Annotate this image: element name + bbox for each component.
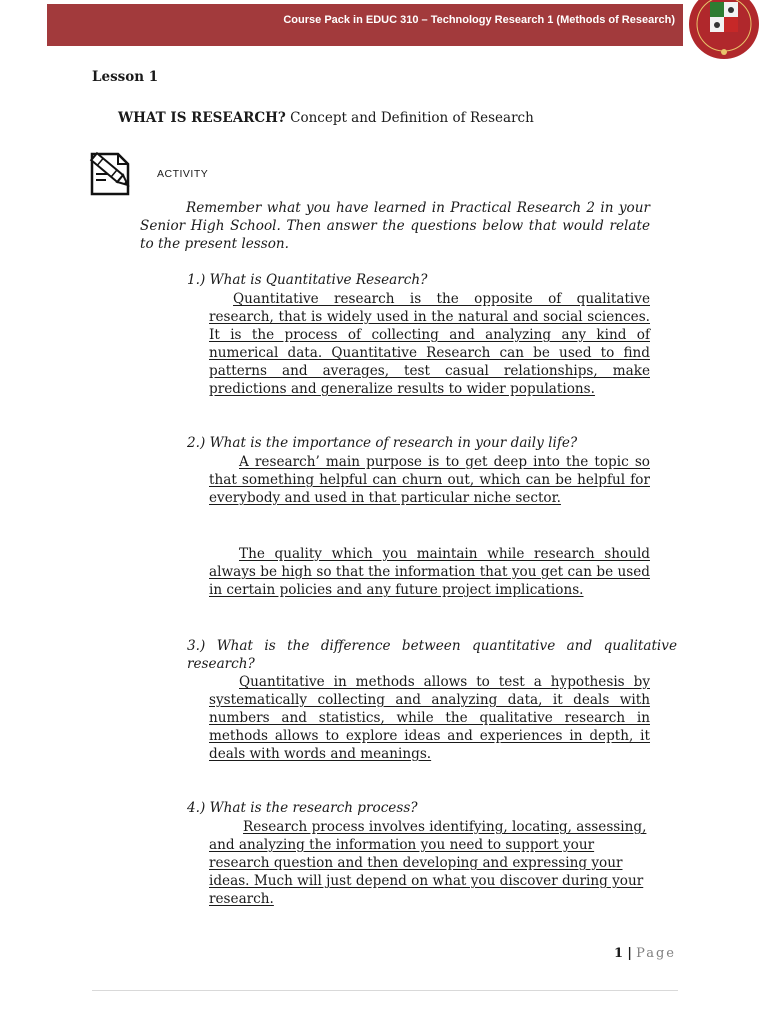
answer-1: Quantitative research is the opposite of qualitative research, that is widely used in the natural and social sciences. It is the process of collecting and analyzing any kind of numerical data. Quantitative Research can be used to find patterns and averages, test casual relationships, make predictions and generalize results to wider populations. [209,291,650,397]
footer-divider [92,990,678,991]
activity-label: ACTIVITY [157,168,209,180]
question-4 [187,799,677,817]
question-3 [187,637,677,673]
answer-2a: A research’ main purpose is to get deep into the topic so that something helpful can churn out, which can be helpful for everybody and used in that particular niche sector. [209,454,650,506]
lesson-label: Lesson 1 [92,69,159,85]
page-label: Page [636,946,676,961]
page-separator: | [627,946,632,961]
answer-4: Research process involves identifying, locating, assessing, and analyzing the information you need to support your research question and then developing and expressing your ideas. Much will just depend on what you discover during your research. [209,819,647,907]
question-text: What is the importance of research in your daily life? [209,435,578,451]
question-2 [187,434,677,452]
question-number: 1.) [187,272,206,288]
page-number: 1 [614,946,624,961]
page-footer [560,946,676,961]
header-bar [47,4,683,46]
question-text: What is the research process? [209,800,418,816]
question-number: 4.) [187,800,206,816]
question-1 [187,271,677,289]
question-text: What is the difference between quantitative and qualitative research? [187,638,677,672]
question-number: 2.) [187,435,206,451]
pencil-paper-icon [88,150,138,198]
course-title: Course Pack in EDUC 310 – Technology Research 1 (Methods of Research) [283,14,675,26]
lesson-topic [118,110,534,126]
topic-heading: WHAT IS RESEARCH? [118,110,286,126]
question-text: What is Quantitative Research? [209,272,428,288]
intro-paragraph: Remember what you have learned in Practical Research 2 in your Senior High School. Then answer the questions below that would relate to the present lesson. [140,200,650,252]
topic-subheading: Concept and Definition of Research [285,110,534,126]
university-seal-icon [688,0,760,60]
question-number: 3.) [187,638,206,654]
answer-3: Quantitative in methods allows to test a hypothesis by systematically collecting and analyzing data, it deals with numbers and statistics, while the qualitative research in methods allows to explore ideas and experiences in depth, it deals with words and meanings. [209,674,650,762]
answer-2b: The quality which you maintain while research should always be high so that the information that you get can be used in certain policies and any future project implications. [209,546,650,598]
